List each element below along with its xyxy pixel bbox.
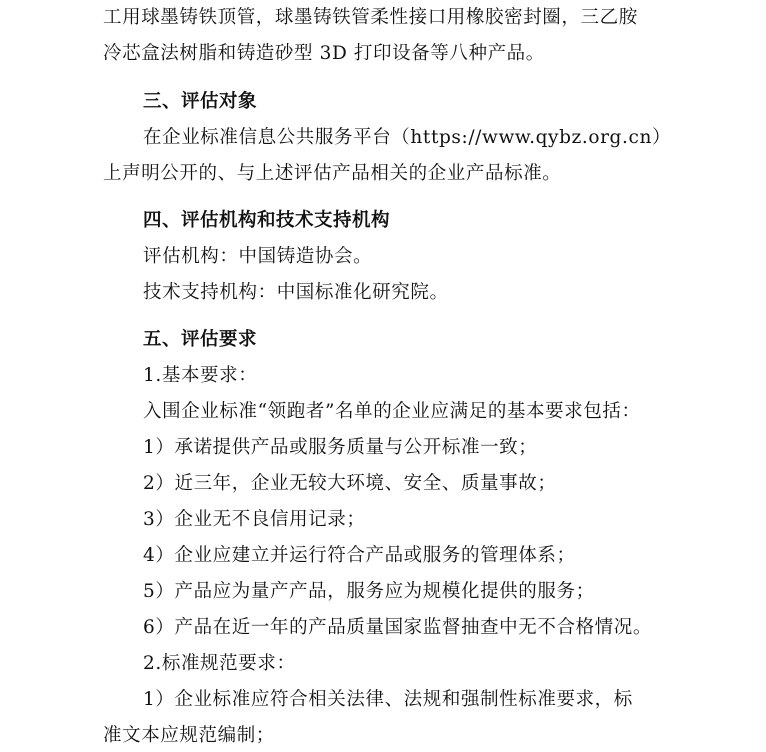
standard-norm-requirements-title: 2.标准规范要求： (143, 653, 296, 674)
standard-norm-item-line-1: 1）企业标准应符合相关法律、法规和强制性标准要求，标 (143, 689, 633, 710)
section-3-heading: 三、评估对象 (143, 91, 258, 112)
basic-requirement-item: 4）企业应建立并运行符合产品或服务的管理体系； (143, 545, 576, 566)
section-3-text-line-2: 上声明公开的、与上述评估产品相关的企业产品标准。 (103, 163, 562, 184)
basic-requirement-item: 1）承诺提供产品或服务质量与公开标准一致； (143, 437, 538, 458)
section-4-heading: 四、评估机构和技术支持机构 (143, 210, 391, 231)
basic-requirement-item: 6）产品在近一年的产品质量国家监督抽查中无不合格情况。 (143, 617, 652, 638)
technical-support-line: 技术支持机构：中国标准化研究院。 (143, 282, 449, 303)
basic-requirements-title: 1.基本要求： (143, 365, 258, 386)
basic-requirements-intro: 入围企业标准“领跑者”名单的企业应满足的基本要求包括： (143, 401, 641, 422)
section-3-text-line-1: 在企业标准信息公共服务平台（https://www.qybz.org.cn） (143, 127, 672, 148)
intro-text-line-2: 冷芯盒法树脂和铸造砂型 3D 打印设备等八种产品。 (103, 43, 545, 64)
basic-requirement-item: 5）产品应为量产产品，服务应为规模化提供的服务； (143, 581, 595, 602)
intro-text-line-1: 工用球墨铸铁顶管，球墨铸铁管柔性接口用橡胶密封圈，三乙胺 (103, 7, 638, 28)
standard-norm-item-line-2: 准文本应规范编制； (103, 725, 275, 746)
basic-requirement-item: 3）企业无不良信用记录； (143, 509, 366, 530)
evaluation-body-line: 评估机构：中国铸造协会。 (143, 246, 373, 267)
basic-requirement-item: 2）近三年，企业无较大环境、安全、质量事故； (143, 473, 557, 494)
section-5-heading: 五、评估要求 (143, 329, 258, 350)
